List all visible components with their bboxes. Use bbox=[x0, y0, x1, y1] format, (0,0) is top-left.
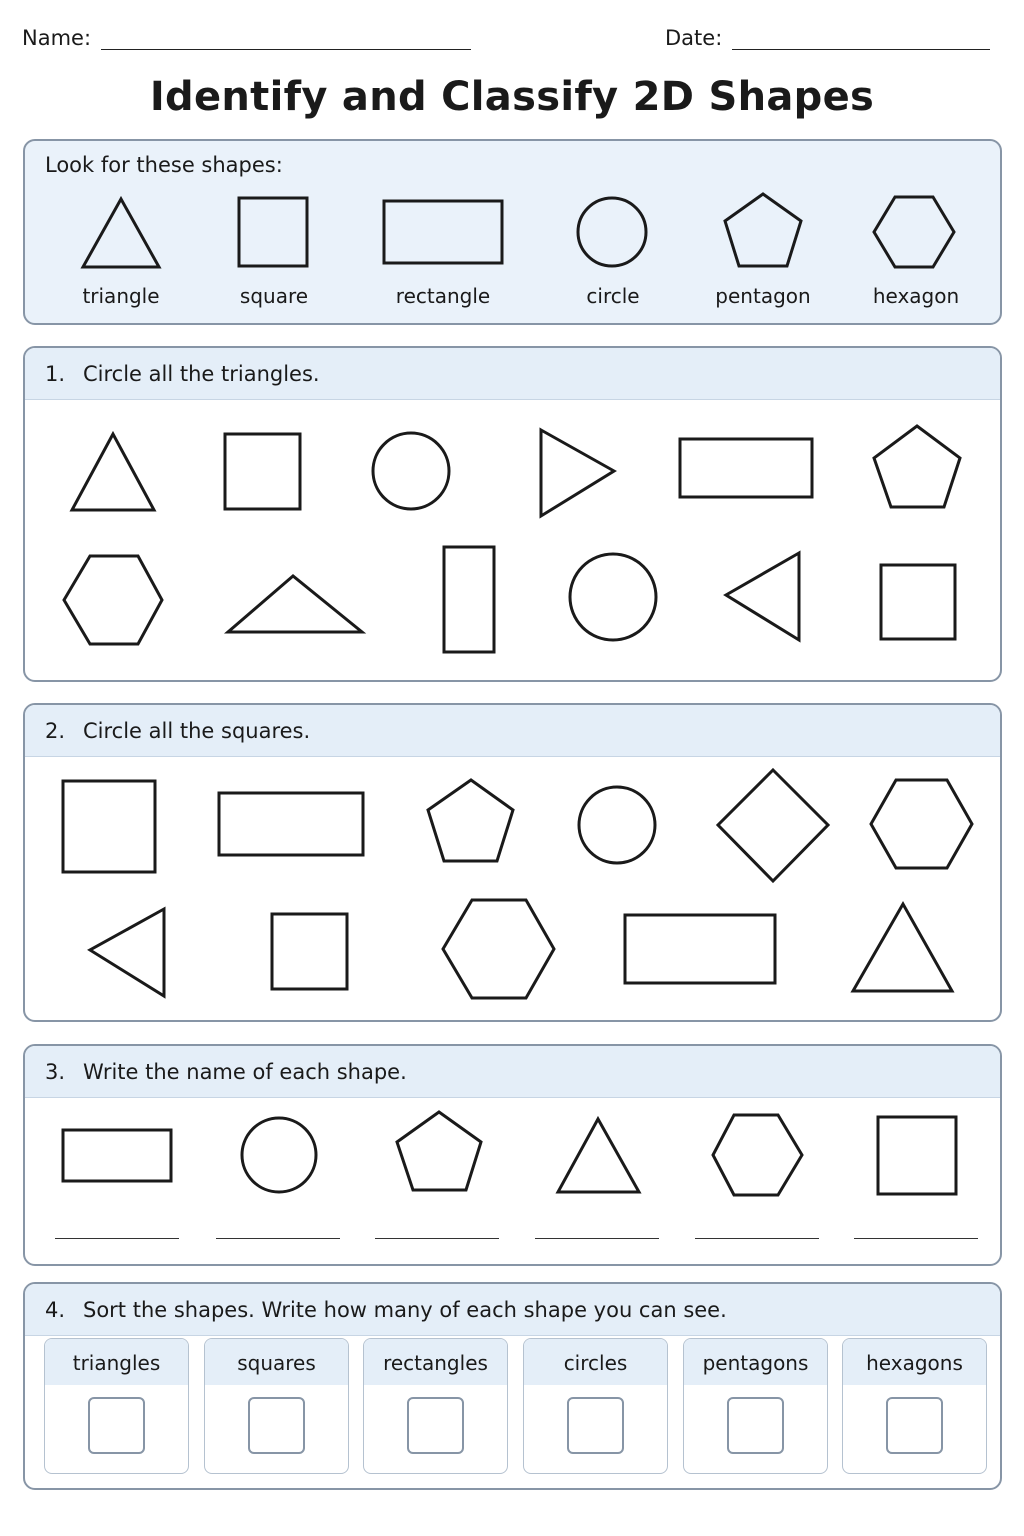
triangle-shape bbox=[541, 430, 614, 516]
legend-label-rectangle: rectangle bbox=[395, 284, 491, 308]
legend-label-pentagon: pentagon bbox=[715, 284, 811, 308]
triangle-shape bbox=[558, 1119, 639, 1192]
hexagon-shape bbox=[64, 556, 162, 644]
shape-legend-panel bbox=[23, 139, 1002, 325]
question-3-text: Write the name of each shape. bbox=[83, 1060, 407, 1084]
question-1-panel bbox=[23, 346, 1002, 682]
pentagon-shape bbox=[874, 426, 960, 507]
sort-label-hexagons: hexagons bbox=[843, 1339, 986, 1385]
square-shape bbox=[881, 565, 955, 639]
triangle-shape bbox=[228, 576, 362, 632]
pentagon-shape bbox=[397, 1112, 481, 1190]
question-1-text: Circle all the triangles. bbox=[83, 362, 320, 386]
square-shape bbox=[878, 1117, 956, 1194]
circle-shape bbox=[578, 198, 646, 266]
square-shape bbox=[272, 914, 347, 989]
legend-heading: Look for these shapes: bbox=[45, 153, 283, 177]
legend-label-hexagon: hexagon bbox=[872, 284, 960, 308]
date-write-line[interactable] bbox=[732, 28, 990, 50]
hexagon-shape bbox=[713, 1115, 802, 1195]
rectangle-shape bbox=[219, 793, 363, 855]
sort-box-squares bbox=[204, 1338, 349, 1474]
triangle-shape bbox=[83, 199, 159, 267]
count-input-hexagons[interactable] bbox=[886, 1397, 943, 1454]
pentagon-shape bbox=[725, 194, 801, 266]
question-4-header bbox=[25, 1284, 1000, 1336]
rectangle-shape bbox=[384, 201, 502, 263]
diamond-shape bbox=[718, 770, 828, 881]
square-shape bbox=[63, 781, 155, 872]
sort-box-triangles bbox=[44, 1338, 189, 1474]
question-4-text: Sort the shapes. Write how many of each shape you can see. bbox=[83, 1298, 727, 1322]
question-2-text: Circle all the squares. bbox=[83, 719, 311, 743]
question-1-shapes[interactable] bbox=[25, 348, 1002, 682]
question-1-number: 1. bbox=[45, 362, 66, 386]
question-4-number: 4. bbox=[45, 1298, 66, 1322]
sort-label-squares: squares bbox=[205, 1339, 348, 1385]
hexagon-shape bbox=[874, 197, 954, 267]
sort-label-circles: circles bbox=[524, 1339, 667, 1385]
date-field[interactable] bbox=[665, 26, 990, 50]
name-label: Name: bbox=[22, 26, 92, 50]
pentagon-shape bbox=[428, 780, 513, 861]
legend-label-circle: circle bbox=[586, 284, 640, 308]
answer-line-3[interactable] bbox=[375, 1238, 499, 1239]
count-input-rectangles[interactable] bbox=[407, 1397, 464, 1454]
question-3-number: 3. bbox=[45, 1060, 66, 1084]
count-input-squares[interactable] bbox=[248, 1397, 305, 1454]
hexagon-shape bbox=[871, 780, 972, 868]
count-input-pentagons[interactable] bbox=[727, 1397, 784, 1454]
triangle-shape bbox=[853, 904, 952, 991]
hexagon-shape bbox=[443, 900, 554, 998]
count-input-triangles[interactable] bbox=[88, 1397, 145, 1454]
answer-line-1[interactable] bbox=[55, 1238, 179, 1239]
rectangle-shape bbox=[444, 547, 494, 652]
answer-line-6[interactable] bbox=[854, 1238, 978, 1239]
circle-shape bbox=[242, 1118, 316, 1192]
rectangle-shape bbox=[625, 915, 775, 983]
question-3-panel bbox=[23, 1044, 1002, 1266]
question-2-panel bbox=[23, 703, 1002, 1022]
legend-label-square: square bbox=[239, 284, 309, 308]
count-input-circles[interactable] bbox=[567, 1397, 624, 1454]
question-3-shapes bbox=[25, 1046, 1002, 1266]
answer-line-2[interactable] bbox=[216, 1238, 340, 1239]
triangle-shape bbox=[72, 434, 154, 510]
triangle-shape bbox=[726, 553, 799, 640]
name-write-line[interactable] bbox=[101, 28, 471, 50]
sort-box-pentagons bbox=[683, 1338, 828, 1474]
sort-box-rectangles bbox=[363, 1338, 508, 1474]
question-2-shapes[interactable] bbox=[25, 705, 1002, 1022]
circle-shape bbox=[579, 787, 655, 863]
sort-box-circles bbox=[523, 1338, 668, 1474]
date-label: Date: bbox=[665, 26, 723, 50]
circle-shape bbox=[373, 433, 449, 509]
sort-label-triangles: triangles bbox=[45, 1339, 188, 1385]
sort-label-rectangles: rectangles bbox=[364, 1339, 507, 1385]
name-field[interactable] bbox=[22, 26, 471, 50]
question-2-number: 2. bbox=[45, 719, 66, 743]
legend-label-triangle: triangle bbox=[82, 284, 160, 308]
circle-shape bbox=[570, 554, 656, 640]
square-shape bbox=[225, 434, 300, 509]
triangle-shape bbox=[90, 909, 164, 996]
rectangle-shape bbox=[63, 1130, 171, 1181]
answer-line-5[interactable] bbox=[695, 1238, 819, 1239]
sort-label-pentagons: pentagons bbox=[684, 1339, 827, 1385]
page-title: Identify and Classify 2D Shapes bbox=[149, 74, 875, 120]
sort-box-hexagons bbox=[842, 1338, 987, 1474]
rectangle-shape bbox=[680, 439, 812, 497]
answer-line-4[interactable] bbox=[535, 1238, 659, 1239]
square-shape bbox=[239, 198, 307, 266]
